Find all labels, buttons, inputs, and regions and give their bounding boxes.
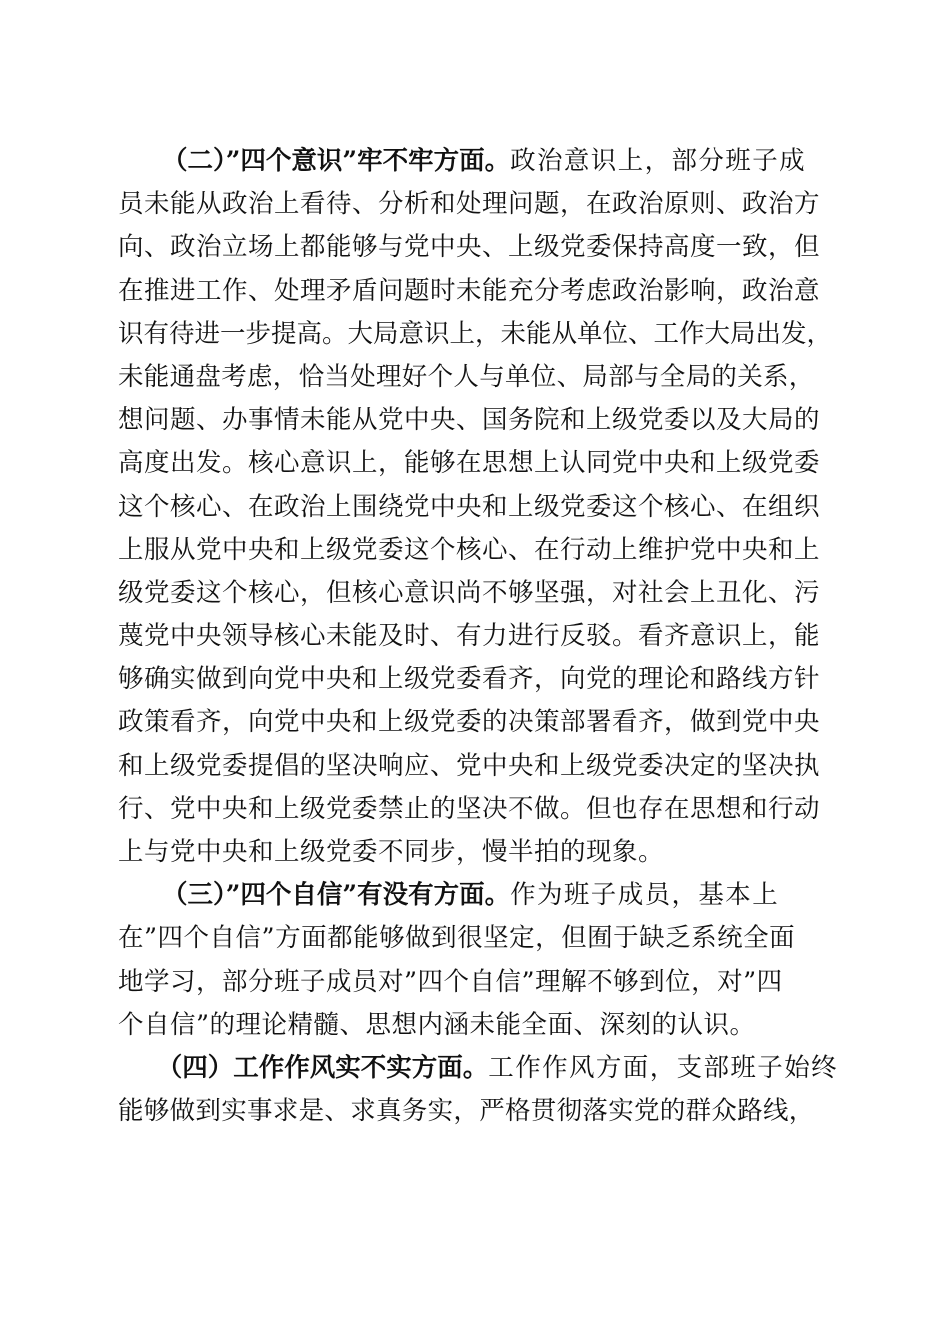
text-line: 和上级党委提倡的坚决响应、党中央和上级党委决定的坚决执 bbox=[118, 750, 821, 781]
paragraph-3-heading: （三）”四个自信”有没有方面。 bbox=[162, 880, 511, 911]
paragraph-3-line bbox=[118, 961, 838, 1004]
text-line: 想问题、办事情未能从党中央、国务院和上级党委以及大局的 bbox=[118, 405, 821, 436]
paragraph-3-line bbox=[118, 917, 838, 960]
paragraph-2-line bbox=[118, 399, 838, 442]
indent-spacer bbox=[118, 140, 162, 183]
paragraph-3-line bbox=[118, 1004, 838, 1047]
paragraph-2-heading: （二）”四个意识”牢不牢方面。 bbox=[162, 146, 511, 176]
document-body bbox=[118, 140, 838, 1133]
paragraph-2-line bbox=[118, 356, 838, 399]
paragraph-2-line bbox=[118, 226, 838, 269]
text-line: 上服从党中央和上级党委这个核心、在行动上维护党中央和上 bbox=[118, 534, 821, 565]
paragraph-3-first-line bbox=[118, 874, 838, 917]
indent-spacer bbox=[118, 874, 162, 917]
paragraph-2-line bbox=[118, 529, 838, 572]
text-line: 识有待进一步提高。大局意识上，未能从单位、工作大局出发， bbox=[118, 318, 833, 349]
paragraph-2-line bbox=[118, 572, 838, 615]
text-line: 蔑党中央领导核心未能及时、有力进行反驳。看齐意识上，能 bbox=[118, 621, 821, 652]
paragraph-4-line-1: 工作作风方面，支部班子始终 bbox=[488, 1052, 838, 1083]
paragraph-2-line bbox=[118, 745, 838, 788]
paragraph-2-line bbox=[118, 313, 838, 356]
paragraph-3-line-1: 作为班子成员，基本上 bbox=[510, 880, 780, 911]
text-line: 级党委这个核心，但核心意识尚不够坚强，对社会上丑化、污 bbox=[118, 577, 821, 608]
text-line: 在”四个自信”方面都能够做到很坚定，但囿于缺乏系统全面 bbox=[118, 923, 796, 954]
paragraph-2-first-line bbox=[118, 140, 838, 183]
paragraph-2-line bbox=[118, 442, 838, 485]
text-line: 在推进工作、处理矛盾问题时未能充分考虑政治影响，政治意 bbox=[118, 275, 821, 306]
text-line: 能够做到实事求是、求真务实，严格贯彻落实党的群众路线， bbox=[118, 1096, 815, 1127]
paragraph-4-heading: （四）工作作风实不实方面。 bbox=[156, 1052, 489, 1083]
text-line: 个自信”的理论精髓、思想内涵未能全面、深刻的认识。 bbox=[118, 1009, 756, 1040]
paragraph-2-line-1: 政治意识上，部分班子成 bbox=[510, 146, 806, 176]
indent-spacer bbox=[118, 1047, 157, 1090]
paragraph-2-line bbox=[118, 788, 838, 831]
text-line: 地学习，部分班子成员对”四个自信”理解不够到位，对”四 bbox=[118, 966, 783, 997]
text-line: 行、党中央和上级党委禁止的坚决不做。但也存在思想和行动 bbox=[118, 793, 821, 824]
text-line: 政策看齐，向党中央和上级党委的决策部署看齐，做到党中央 bbox=[118, 707, 821, 738]
paragraph-2-line bbox=[118, 270, 838, 313]
text-line: 这个核心、在政治上围绕党中央和上级党委这个核心、在组织 bbox=[118, 491, 821, 522]
paragraph-2-line bbox=[118, 701, 838, 744]
text-line: 上与党中央和上级党委不同步，慢半拍的现象。 bbox=[118, 837, 665, 867]
paragraph-2-line bbox=[118, 658, 838, 701]
text-line: 向、政治立场上都能够与党中央、上级党委保持高度一致，但 bbox=[118, 232, 821, 263]
text-line: 高度出发。核心意识上，能够在思想上认同党中央和上级党委 bbox=[118, 448, 821, 479]
text-line: 员未能从政治上看待、分析和处理问题，在政治原则、政治方 bbox=[118, 189, 821, 220]
paragraph-2-line bbox=[118, 183, 838, 226]
paragraph-2-line bbox=[118, 486, 838, 529]
paragraph-2-line bbox=[118, 615, 838, 658]
paragraph-2-line bbox=[118, 831, 838, 874]
paragraph-4-first-line bbox=[118, 1047, 838, 1090]
paragraph-4-line bbox=[118, 1090, 838, 1133]
text-line: 够确实做到向党中央和上级党委看齐，向党的理论和路线方针 bbox=[118, 664, 821, 695]
text-line: 未能通盘考虑，恰当处理好个人与单位、局部与全局的关系， bbox=[118, 361, 815, 392]
